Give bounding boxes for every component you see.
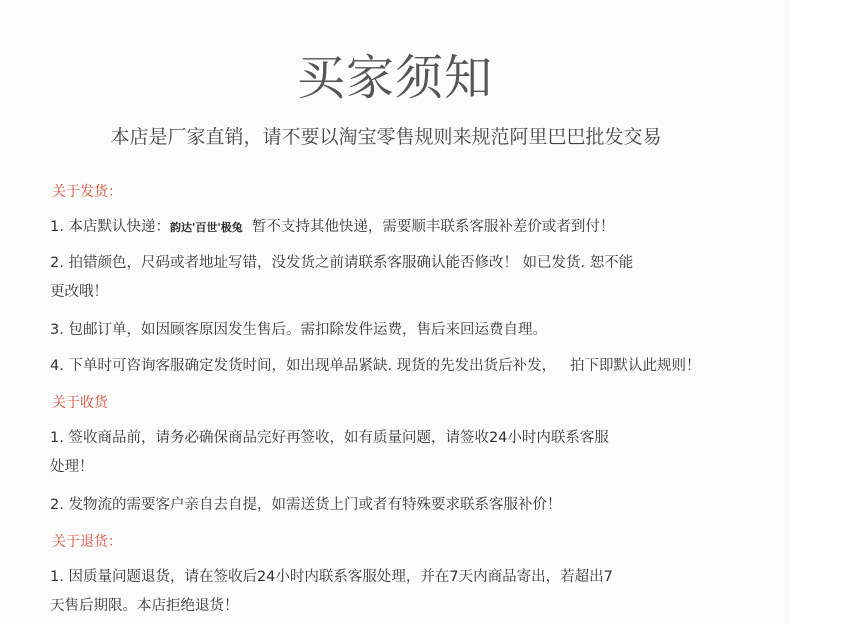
shipping-item-1-prefix: 1. 本店默认快递： bbox=[50, 219, 170, 235]
page-title: 买家须知 bbox=[296, 50, 493, 106]
shipping-item-3: 3. 包邮订单，如因顾客原因发生售后。需扣除发件运费，售后来回运费自理。 bbox=[50, 322, 547, 338]
section-heading-receiving: 关于收货 bbox=[52, 395, 108, 411]
shipping-item-1-suffix: 暂不支持其他快递，需要顺丰联系客服补差价或者到付！ bbox=[242, 219, 615, 235]
returns-item-1-line-1: 1. 因质量问题退货，请在签收后24小时内联系客服处理，并在7天内商品寄出，若超出7 bbox=[50, 569, 613, 585]
page-margin bbox=[790, 0, 851, 624]
section-heading-shipping: 关于发货： bbox=[52, 184, 122, 200]
shipping-item-2-line-2: 更改哦！ bbox=[50, 284, 108, 300]
shipping-item-4: 4. 下单时可咨询客服确定发货时间，如出现单品紧缺. 现货的先发出货后补发， 拍下即默认此规则！ bbox=[50, 358, 701, 374]
receiving-item-2: 2. 发物流的需要客户亲自去自提，如需送货上门或者有特殊要求联系客服补价！ bbox=[50, 497, 562, 513]
receiving-item-1-line-1: 1. 签收商品前，请务必确保商品完好再签收，如有质量问题，请签收24小时内联系客服 bbox=[50, 430, 609, 446]
section-heading-returns: 关于退货： bbox=[52, 534, 122, 550]
returns-item-1-line-2: 天售后期限。本店拒绝退货！ bbox=[50, 598, 239, 614]
receiving-item-1-line-2: 处理！ bbox=[50, 459, 94, 475]
shipping-item-2-line-1: 2. 拍错颜色，尺码或者地址写错，没发货之前请联系客服确认能否修改！ 如已发货. 恕不能 bbox=[50, 255, 634, 271]
courier-names: 韵达'百世'极兔 bbox=[169, 221, 243, 234]
shipping-item-1 bbox=[50, 217, 614, 238]
page-subtitle: 本店是厂家直销，请不要以淘宝零售规则来规范阿里巴巴批发交易 bbox=[110, 126, 662, 148]
